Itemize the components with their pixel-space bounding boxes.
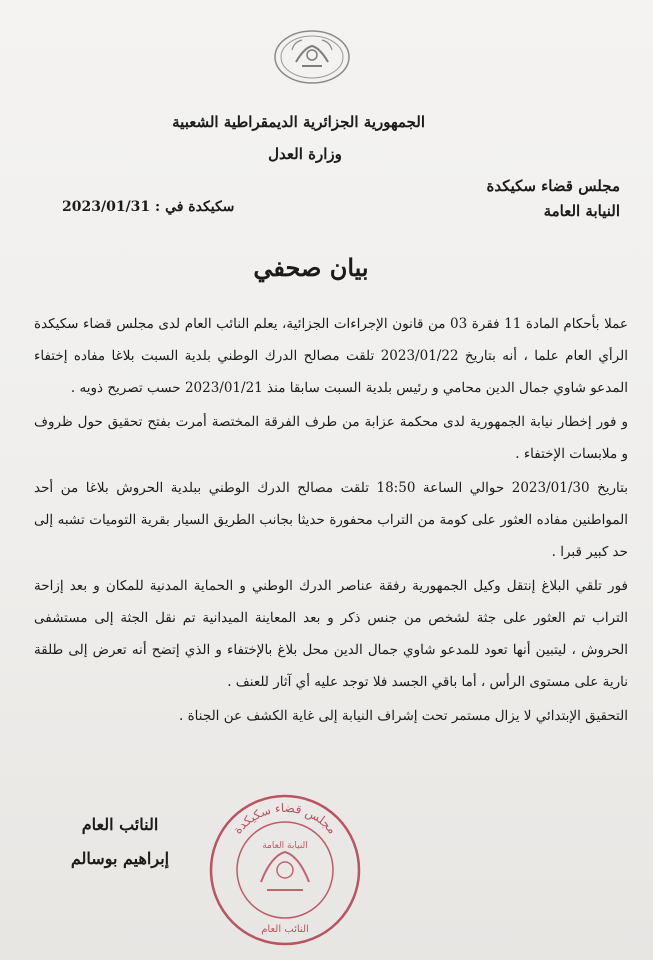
algeria-emblem-icon <box>272 28 352 86</box>
signer-role: النائب العام <box>81 815 159 834</box>
paragraph: التحقيق الإبتدائي لا يزال مستمر تحت إشراف النيابة إلى غاية الكشف عن الجناة . <box>179 708 628 724</box>
paragraph: فور تلقي البلاغ إنتقل وكيل الجمهورية رفقة عناصر الدرك الوطني و الحماية المدنية للمكان و بعد إزاحة التراب تم العثور على جثة لشخص من جنس ذكر و بعد المعاينة الميدانية تم نقل الجثة إلى مستشفى الحروش ، ليتبين أنها تعود للمدعو شاوي جمال الدين محل بلاغ بالإختفاء و الذي إتضح أنه تعرض إلى طلقة نارية على مستوى الرأس ، أما باقي الجسد فلا توجد عليه أي آثار للعنف . <box>34 578 628 690</box>
stamp-inner-text: النيابة العامة <box>262 841 308 851</box>
signer-name: إبراهيم بوسالم <box>70 849 170 868</box>
paragraph: عملا بأحكام المادة 11 فقرة 03 من قانون الإجراءات الجزائية، يعلم النائب العام لدى مجلس قضاء سكيكدة الرأي العام علما ، أنه بتاريخ 2023/01/22 تلقت مصالح الدرك الوطني بلدية السبت بلاغا مفاده إختفاء المدعو شاوي جمال الدين محامي و رئيس بلدية السبت سابقا منذ 2023/01/21 حسب تصريح ذويه . <box>34 316 628 396</box>
paragraph: بتاريخ 2023/01/30 حوالي الساعة 18:50 تلقت مصالح الدرك الوطني ببلدية الحروش بلاغا من أحد المواطنين مفاده العثور على كومة من التراب محفورة حديثا بجانب الطريق السيار بقرية التوميات تشبه إلى حد كبير قبرا . <box>34 480 629 560</box>
statement-body <box>34 308 628 734</box>
stamp-bottom-text: النائب العام <box>261 924 309 935</box>
document-title: بيان صحفي <box>253 253 369 282</box>
prosecution-heading: النيابة العامة <box>543 202 620 220</box>
court-heading: مجلس قضاء سكيكدة <box>486 177 620 195</box>
official-stamp <box>205 790 365 950</box>
place-date: سكيكدة في : 2023/01/31 <box>62 199 235 215</box>
republic-heading: الجمهورية الجزائرية الديمقراطية الشعبية <box>172 113 425 131</box>
ministry-heading: وزارة العدل <box>268 145 342 163</box>
paragraph: و فور إخطار نيابة الجمهورية لدى محكمة عزابة من طرف الفرقة المختصة أمرت بفتح تحقيق حول ظروف و ملابسات الإختفاء . <box>34 414 628 462</box>
stamp-outer-text: مجلس قضاء سكيكدة <box>230 800 340 837</box>
signature-block <box>40 808 200 876</box>
emblem-seal-icon <box>261 852 309 890</box>
